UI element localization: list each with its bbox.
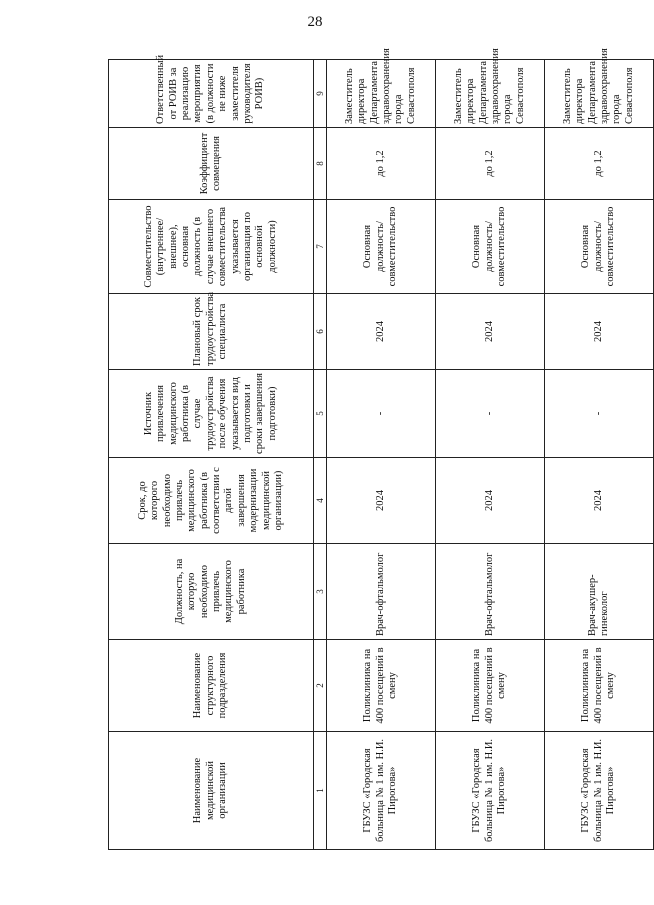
unit-cell: Поликлиника на 400 посещений в смену <box>436 640 545 732</box>
source-cell: - <box>545 370 654 458</box>
header-cell-deadline: Срок, до которого необходимо привлечь медицинского работника (в соответствии с датой завершения модернизации медицинской организации) <box>109 458 314 544</box>
position-cell: Врач-офтальмолог <box>327 544 436 640</box>
coef-cell: до 1,2 <box>545 128 654 200</box>
rotated-table-frame <box>108 48 635 850</box>
column-number: 3 <box>314 544 327 640</box>
column-number: 4 <box>314 458 327 544</box>
coef-cell: до 1,2 <box>327 128 436 200</box>
org-cell: ГБУЗС «Городская больница № 1 им. Н.И. Пирогова» <box>545 732 654 850</box>
deadline-cell: 2024 <box>545 458 654 544</box>
planned-cell: 2024 <box>436 294 545 370</box>
header-cell-combination: Совместительство (внутреннее/внешнее), основная должность (в случае внешнего совместительства указывается организация по основной должности) <box>109 200 314 294</box>
unit-cell: Поликлиника на 400 посещений в смену <box>545 640 654 732</box>
deadline-cell: 2024 <box>327 458 436 544</box>
column-number: 1 <box>314 732 327 850</box>
deadline-cell: 2024 <box>436 458 545 544</box>
source-cell: - <box>436 370 545 458</box>
table-row <box>327 60 436 850</box>
planned-cell: 2024 <box>327 294 436 370</box>
header-cell-unit: Наименование структурного подразделения <box>109 640 314 732</box>
column-number: 2 <box>314 640 327 732</box>
combination-cell: Основная должность/ совместительство <box>327 200 436 294</box>
responsible-cell: Заместитель директора Департамента здравоохранения города Севастополя <box>327 60 436 128</box>
column-number-row <box>314 60 327 850</box>
combination-cell: Основная должность/ совместительство <box>436 200 545 294</box>
source-cell: - <box>327 370 436 458</box>
header-cell-planned: Плановый срок трудоустройства специалиста <box>109 294 314 370</box>
table-row <box>436 60 545 850</box>
position-cell: Врач-офтальмолог <box>436 544 545 640</box>
combination-cell: Основная должность/ совместительство <box>545 200 654 294</box>
org-cell: ГБУЗС «Городская больница № 1 им. Н.И. Пирогова» <box>436 732 545 850</box>
header-cell-responsible: Ответственный от РОИВ за реализацию мероприятия (в должности не ниже заместителя руководителя РОИВ) <box>109 60 314 128</box>
coef-cell: до 1,2 <box>436 128 545 200</box>
page-number: 28 <box>307 14 323 30</box>
table-container <box>108 48 635 850</box>
responsible-cell: Заместитель директора Департамента здравоохранения города Севастополя <box>436 60 545 128</box>
column-number: 5 <box>314 370 327 458</box>
header-cell-coef: Коэффициент совмещения <box>109 128 314 200</box>
table-row <box>545 60 654 850</box>
header-row <box>109 60 314 850</box>
header-cell-position: Должность, на которую необходимо привлечь медицинского работника <box>109 544 314 640</box>
header-cell-source: Источник привлечения медицинского работника (в случае трудоустройства после обучения указывается вид подготовки и сроки завершения подготовки) <box>109 370 314 458</box>
column-number: 8 <box>314 128 327 200</box>
org-cell: ГБУЗС «Городская больница № 1 им. Н.И. Пирогова» <box>327 732 436 850</box>
position-cell: Врач-акушер-гинеколог <box>545 544 654 640</box>
header-cell-org: Наименование медицинской организации <box>109 732 314 850</box>
column-number: 7 <box>314 200 327 294</box>
planned-cell: 2024 <box>545 294 654 370</box>
column-number: 9 <box>314 60 327 128</box>
column-number: 6 <box>314 294 327 370</box>
staffing-table <box>108 48 654 850</box>
responsible-cell: Заместитель директора Департамента здравоохранения города Севастополя <box>545 60 654 128</box>
unit-cell: Поликлиника на 400 посещений в смену <box>327 640 436 732</box>
